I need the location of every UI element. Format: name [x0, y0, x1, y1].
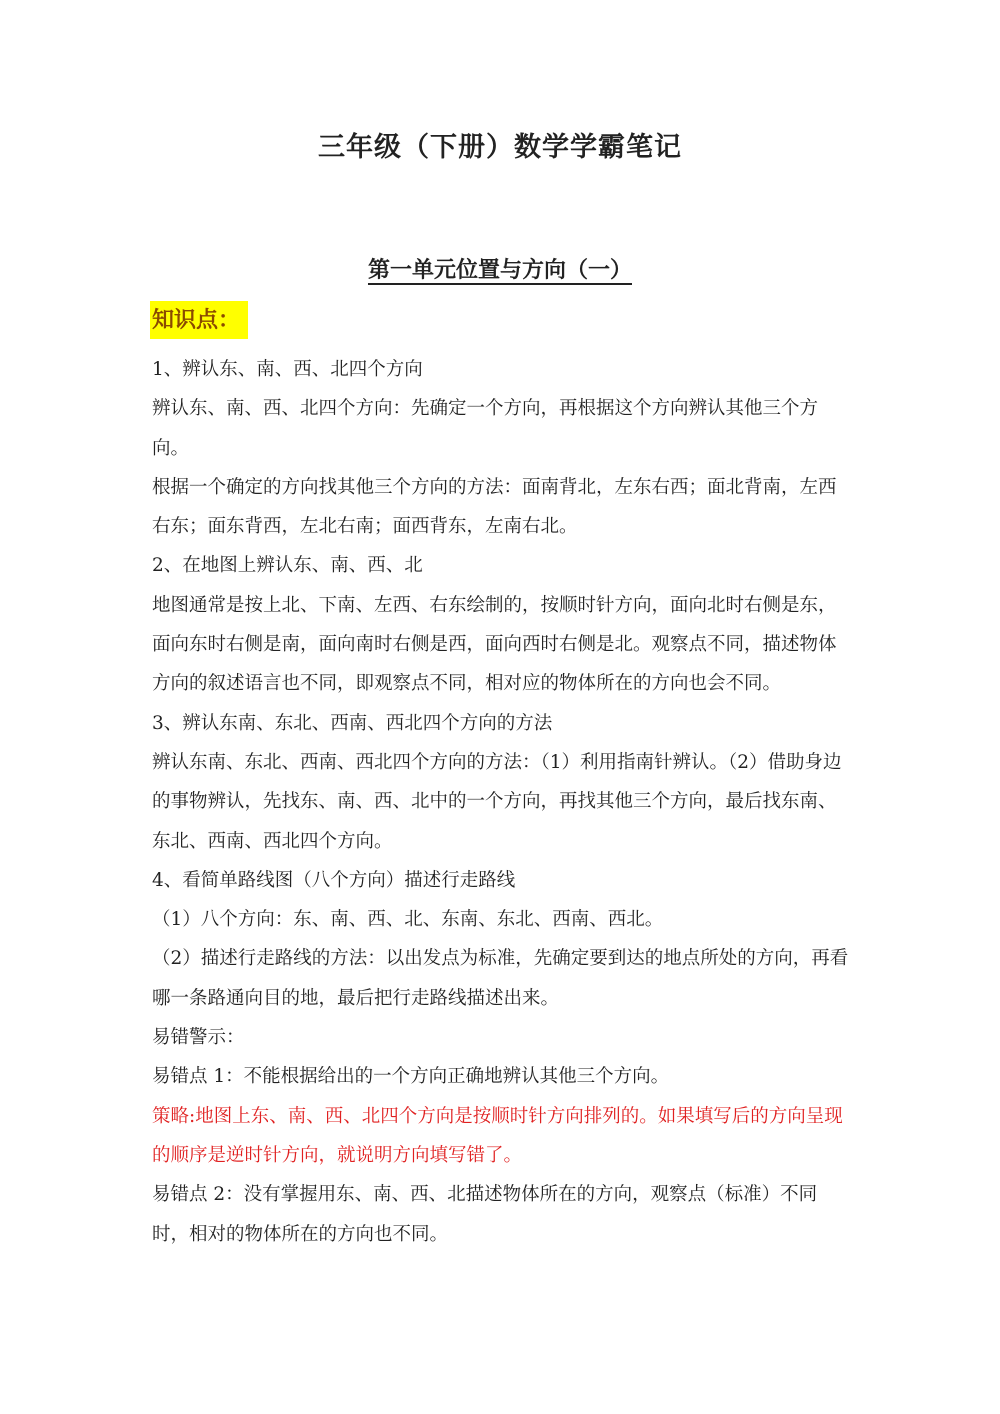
paragraph: 根据一个确定的方向找其他三个方向的方法：面南背北，左东右西；面北背南，左西右东；面东背西，左北右南；面西背东，左南右北。: [152, 476, 837, 538]
error-warning-heading: 易错警示：: [152, 1027, 245, 1049]
paragraph: 辨认东南、东北、西南、西北四个方向的方法：（1）利用指南针辨认。（2）借助身边的事物辨认，先找东、南、西、北中的一个方向，再找其他三个方向，最后找东南、东北、西南、西北四个方向。: [152, 751, 842, 852]
heading-1: 1、辨认东、南、西、北四个方向: [152, 359, 423, 380]
document-title: 三年级（下册）数学学霸笔记: [318, 132, 682, 163]
document-body: [152, 350, 852, 1254]
unit-title: [0, 252, 1000, 288]
heading-3: 3、辨认东南、东北、西南、西北四个方向的方法: [152, 712, 553, 734]
paragraph: 地图通常是按上北、下南、左西、右东绘制的，按顺时针方向，面向北时右侧是东，面向东时右侧是南，面向南时右侧是西，面向西时右侧是北。观察点不同，描述物体方向的叙述语言也不同，即观察点不同，相对应的物体所在的方向也会不同。: [152, 594, 837, 695]
heading-2: 2、在地图上辨认东、南、西、北: [152, 555, 423, 577]
heading-4: 4、看简单路线图（八个方向）描述行走路线: [152, 869, 516, 891]
paragraph: （2）描述行走路线的方法：以出发点为标准，先确定要到达的地点所处的方向，再看哪一条路通向目的地，最后把行走路线描述出来。: [152, 948, 849, 1009]
paragraph: （1）八个方向：东、南、西、北、东南、东北、西南、西北。: [152, 909, 664, 931]
paragraph: 辨认东、南、西、北四个方向：先确定一个方向，再根据这个方向辨认其他三个方向。: [152, 398, 819, 459]
unit-title-text: 第一单元位置与方向（一）: [367, 257, 632, 283]
strategy-text: 策略:地图上东、南、西、北四个方向是按顺时针方向排列的。如果填写后的方向呈现的顺序是逆时针方向，就说明方向填写错了。: [152, 1105, 843, 1166]
knowledge-points-label: 知识点：: [150, 301, 248, 339]
error-point-1: 易错点 1：不能根据给出的一个方向正确地辨认其他三个方向。: [152, 1066, 670, 1088]
error-point-2: 易错点 2：没有掌握用东、南、西、北描述物体所在的方向，观察点（标准）不同时，相对的物体所在的方向也不同。: [152, 1184, 818, 1245]
